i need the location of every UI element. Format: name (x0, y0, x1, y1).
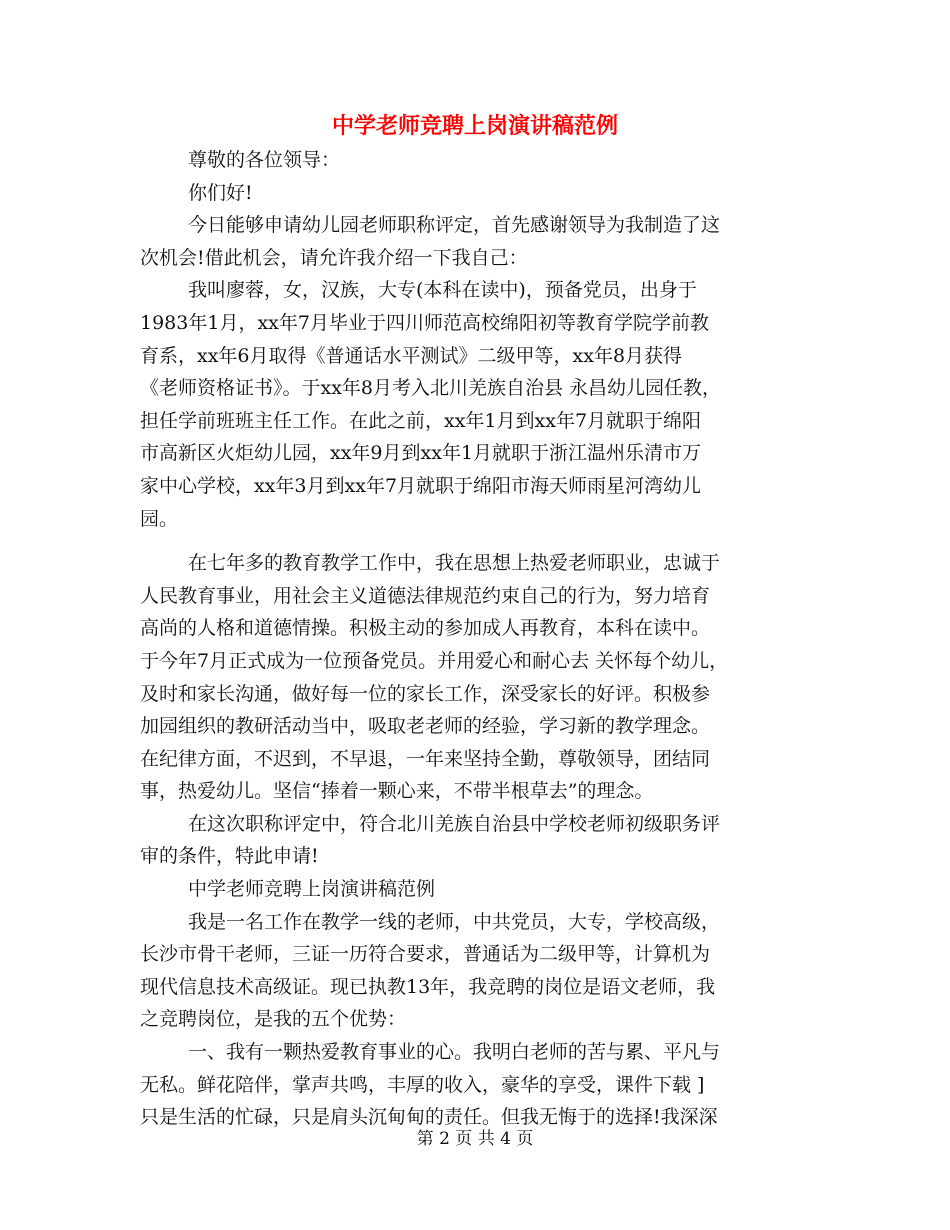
section-heading: 中学老师竞聘上岗演讲稿范例 (188, 878, 436, 901)
text-line: 尊敬的各位领导： (188, 149, 341, 171)
text-line: 长沙市骨干老师，三证一历符合要求，普通话为二级甲等，计算机为 (140, 943, 711, 966)
text-line: 加园组织的教研活动当中，吸取老老师的经验，学习新的教学理念。 (140, 715, 711, 738)
text-line: 担任学前班班主任工作。在此之前，xx年1月到xx年7月就职于绵阳 (140, 409, 702, 432)
text-line: 我是一名工作在教学一线的老师，中共党员，大专，学校高级， (188, 910, 721, 933)
text-line: 于今年7月正式成为一位预备党员。并用爱心和耐心去 关怀每个幼儿， (140, 649, 729, 672)
text-line: 无私。鲜花陪伴，掌声共鸣，丰厚的收入，豪华的享受，课件下载 ] (140, 1073, 705, 1096)
text-line: 现代信息技术高级证。现已执教13年，我竞聘的岗位是语文老师，我 (140, 975, 716, 998)
text-line: 我叫廖蓉，女，汉族，大专(本科在读中)，预备党员，出身于 (188, 279, 697, 302)
text-line: 在纪律方面，不迟到，不早退，一年来坚持全勤，尊敬领导，团结同 (140, 747, 711, 770)
document-body (140, 144, 820, 1134)
text-line: 一、我有一颗热爱教育事业的心。我明白老师的苦与累、平凡与 (188, 1041, 721, 1064)
text-line: 人民教育事业，用社会主义道德法律规范约束自己的行为，努力培育 (140, 584, 711, 607)
text-line: 今日能够申请幼儿园老师职称评定，首先感谢领导为我制造了这 (188, 214, 721, 237)
text-line: 家中心学校，xx年3月到xx年7月就职于绵阳市海天师雨星河湾幼儿 (140, 474, 702, 497)
text-line: 事，热爱幼儿。坚信“捧着一颗心来，不带半根草去”的理念。 (140, 780, 654, 803)
text-line: 在七年多的教育教学工作中，我在思想上热爱老师职业，忠诚于 (188, 552, 721, 575)
text-line: 审的条件，特此申请! (140, 845, 319, 868)
text-line: 及时和家长沟通，做好每一位的家长工作，深受家长的好评。积极参 (140, 682, 711, 705)
text-line: 育系，xx年6月取得《普通话水平测试》二级甲等，xx年8月获得 (140, 344, 683, 367)
text-line: 园。 (140, 507, 179, 530)
page-number-footer: 第 2 页 共 4 页 (416, 1129, 534, 1149)
text-line: 之竞聘岗位，是我的五个优势： (140, 1008, 407, 1031)
text-line: 次机会!借此机会，请允许我介绍一下我自己： (140, 246, 528, 269)
document-title: 中学老师竞聘上岗演讲稿范例 (331, 113, 618, 139)
text-line: 1983年1月，xx年7月毕业于四川师范高校绵阳初等教育学院学前教 (140, 311, 709, 334)
text-line: 只是生活的忙碌，只是肩头沉甸甸的责任。但我无悔于的选择!我深深 (140, 1106, 718, 1129)
text-line: 《老师资格证书》。于xx年8月考入北川羌族自治县 永昌幼儿园任教， (140, 377, 722, 400)
text-line: 在这次职称评定中，符合北川羌族自治县中学校老师初级职务评 (188, 812, 721, 835)
text-line: 高尚的人格和道德情操。积极主动的参加成人再教育，本科在读中。 (140, 617, 711, 640)
text-line: 市高新区火炬幼儿园，xx年9月到xx年1月就职于浙江温州乐清市万 (140, 442, 702, 465)
text-line: 你们好! (188, 181, 253, 204)
